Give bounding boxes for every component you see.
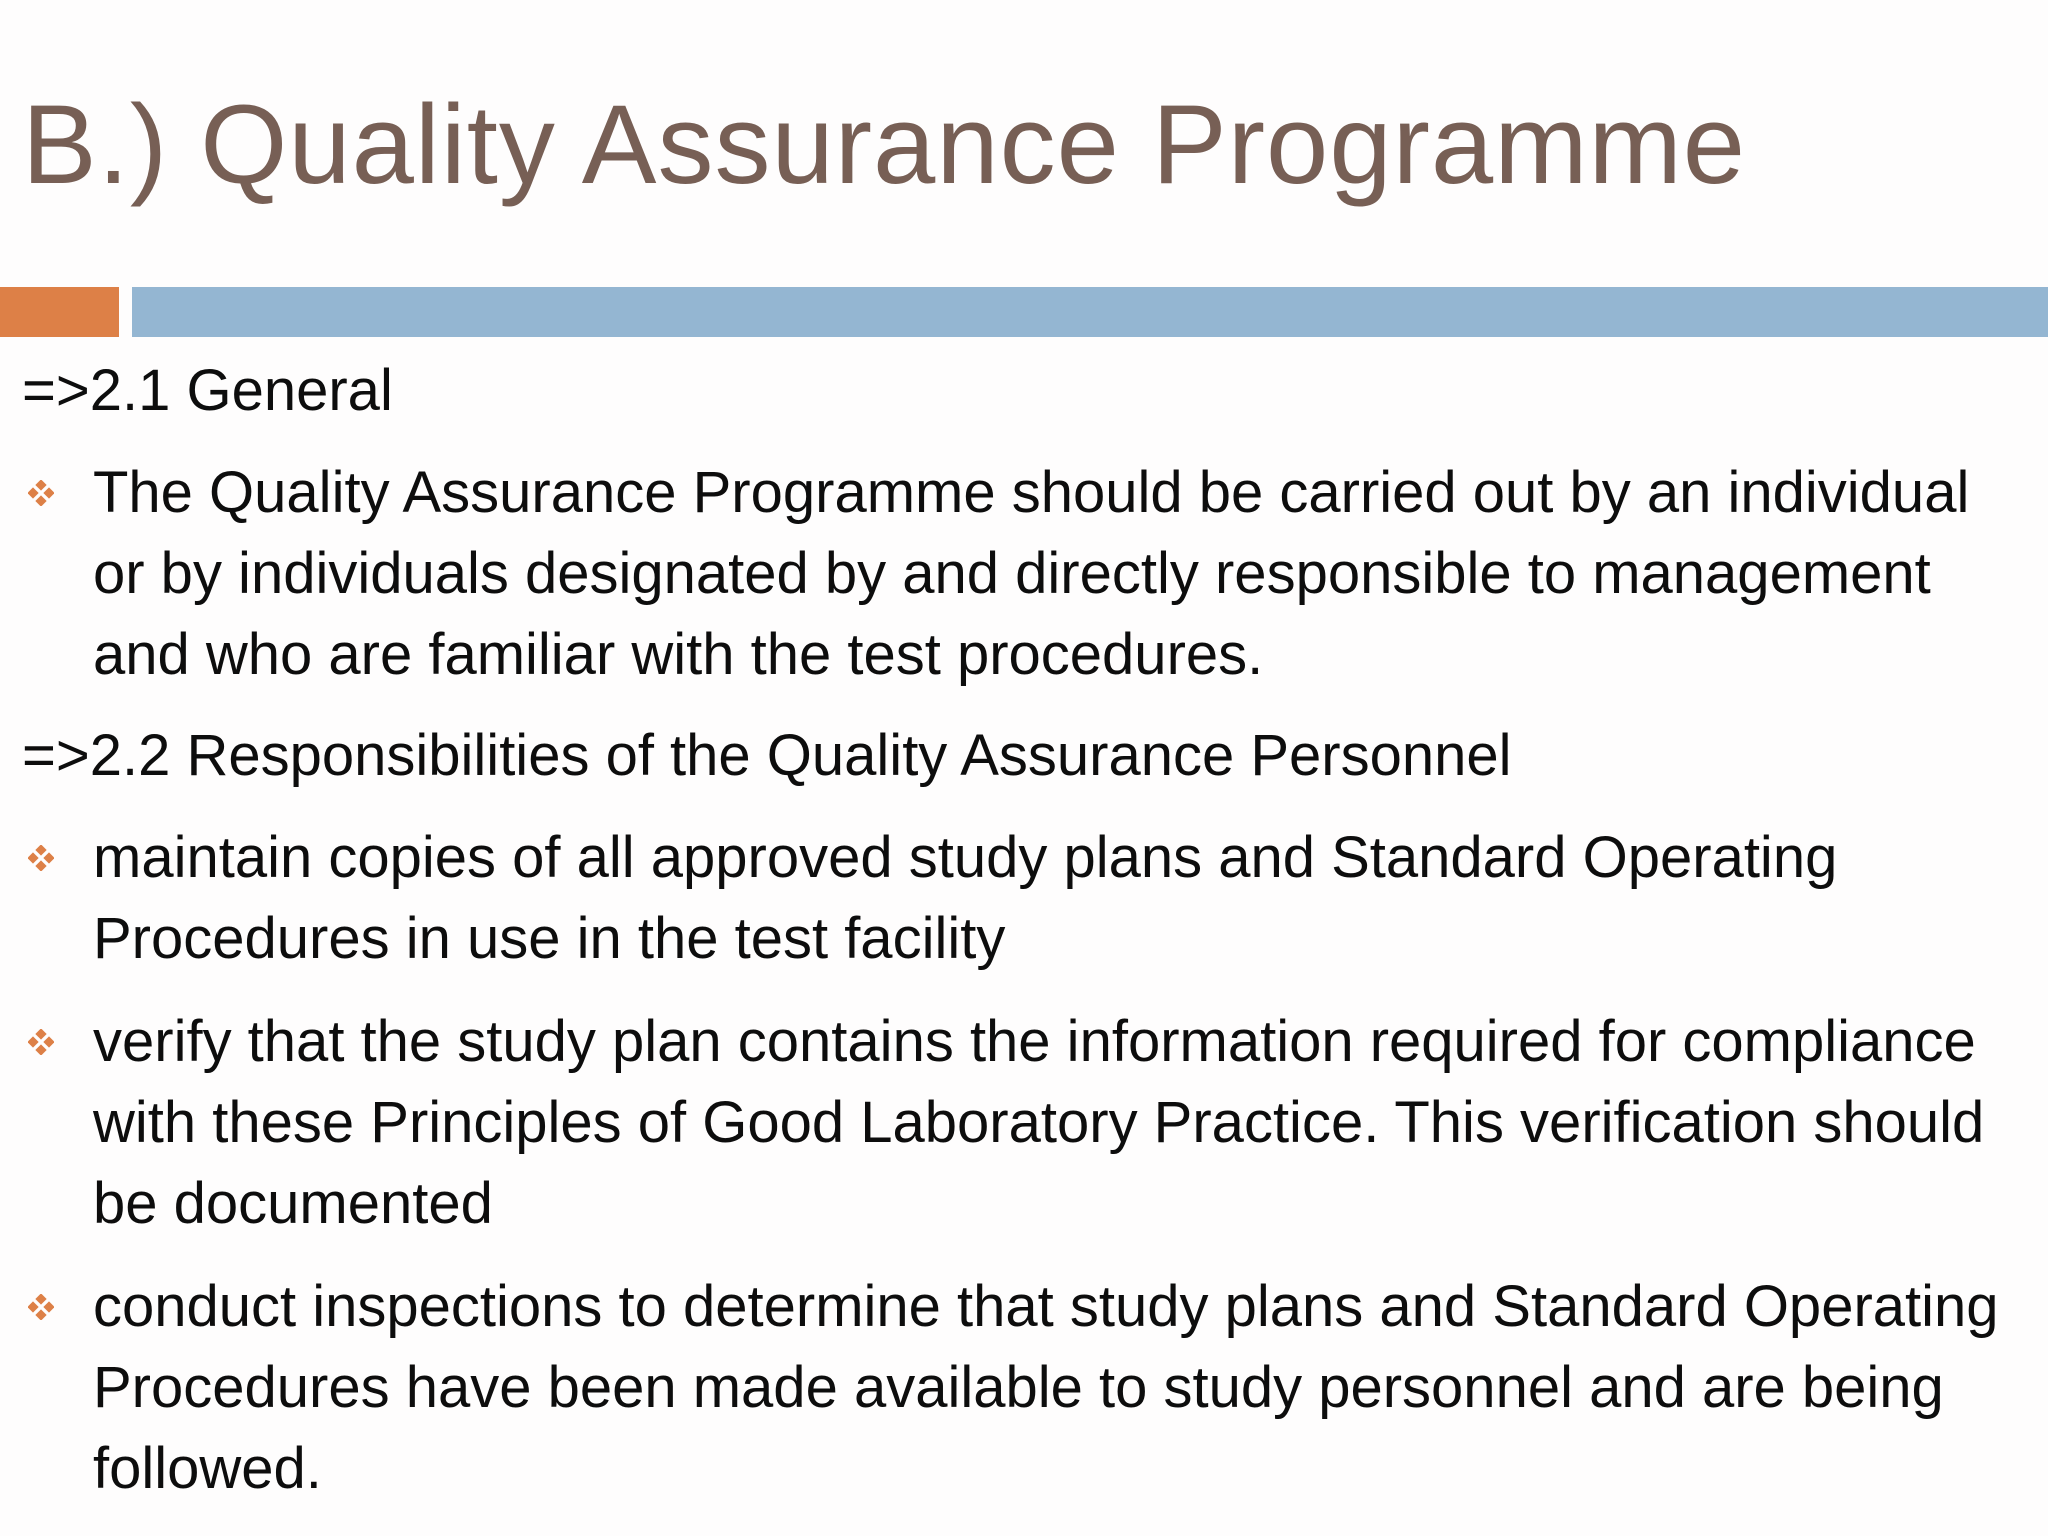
diamond-bullet-icon — [28, 480, 54, 506]
bullet-item — [22, 817, 2022, 979]
bullet-text: maintain copies of all approved study plans and Standard Operating Procedures in use in the test facility — [93, 825, 1838, 971]
accent-bar-blue — [132, 287, 2048, 337]
diamond-bullet-icon — [28, 1029, 54, 1055]
diamond-bullet-icon — [28, 1294, 54, 1320]
bullet-item — [22, 1001, 2022, 1244]
diamond-bullet-icon — [28, 845, 54, 871]
bullet-text: conduct inspections to determine that study plans and Standard Operating Procedures have been made available to study personnel and are being followed. — [93, 1274, 1999, 1501]
bullet-text: The Quality Assurance Programme should be carried out by an individual or by individuals designated by and directly responsible to management and who are familiar with the test procedures. — [93, 460, 1970, 687]
section-heading-responsibilities: =>2.2 Responsibilities of the Quality Assurance Personnel — [22, 723, 1512, 788]
bullet-item — [22, 452, 2022, 695]
slide-content — [22, 352, 2022, 1531]
section-heading-general: =>2.1 General — [22, 358, 393, 423]
accent-bar-orange — [0, 287, 119, 337]
page-title: B.) Quality Assurance Programme — [22, 82, 1747, 207]
bullet-item — [22, 1266, 2022, 1509]
bullet-text: verify that the study plan contains the information required for compliance with these Principles of Good Laboratory Practice. This verification should be documented — [93, 1009, 1985, 1236]
